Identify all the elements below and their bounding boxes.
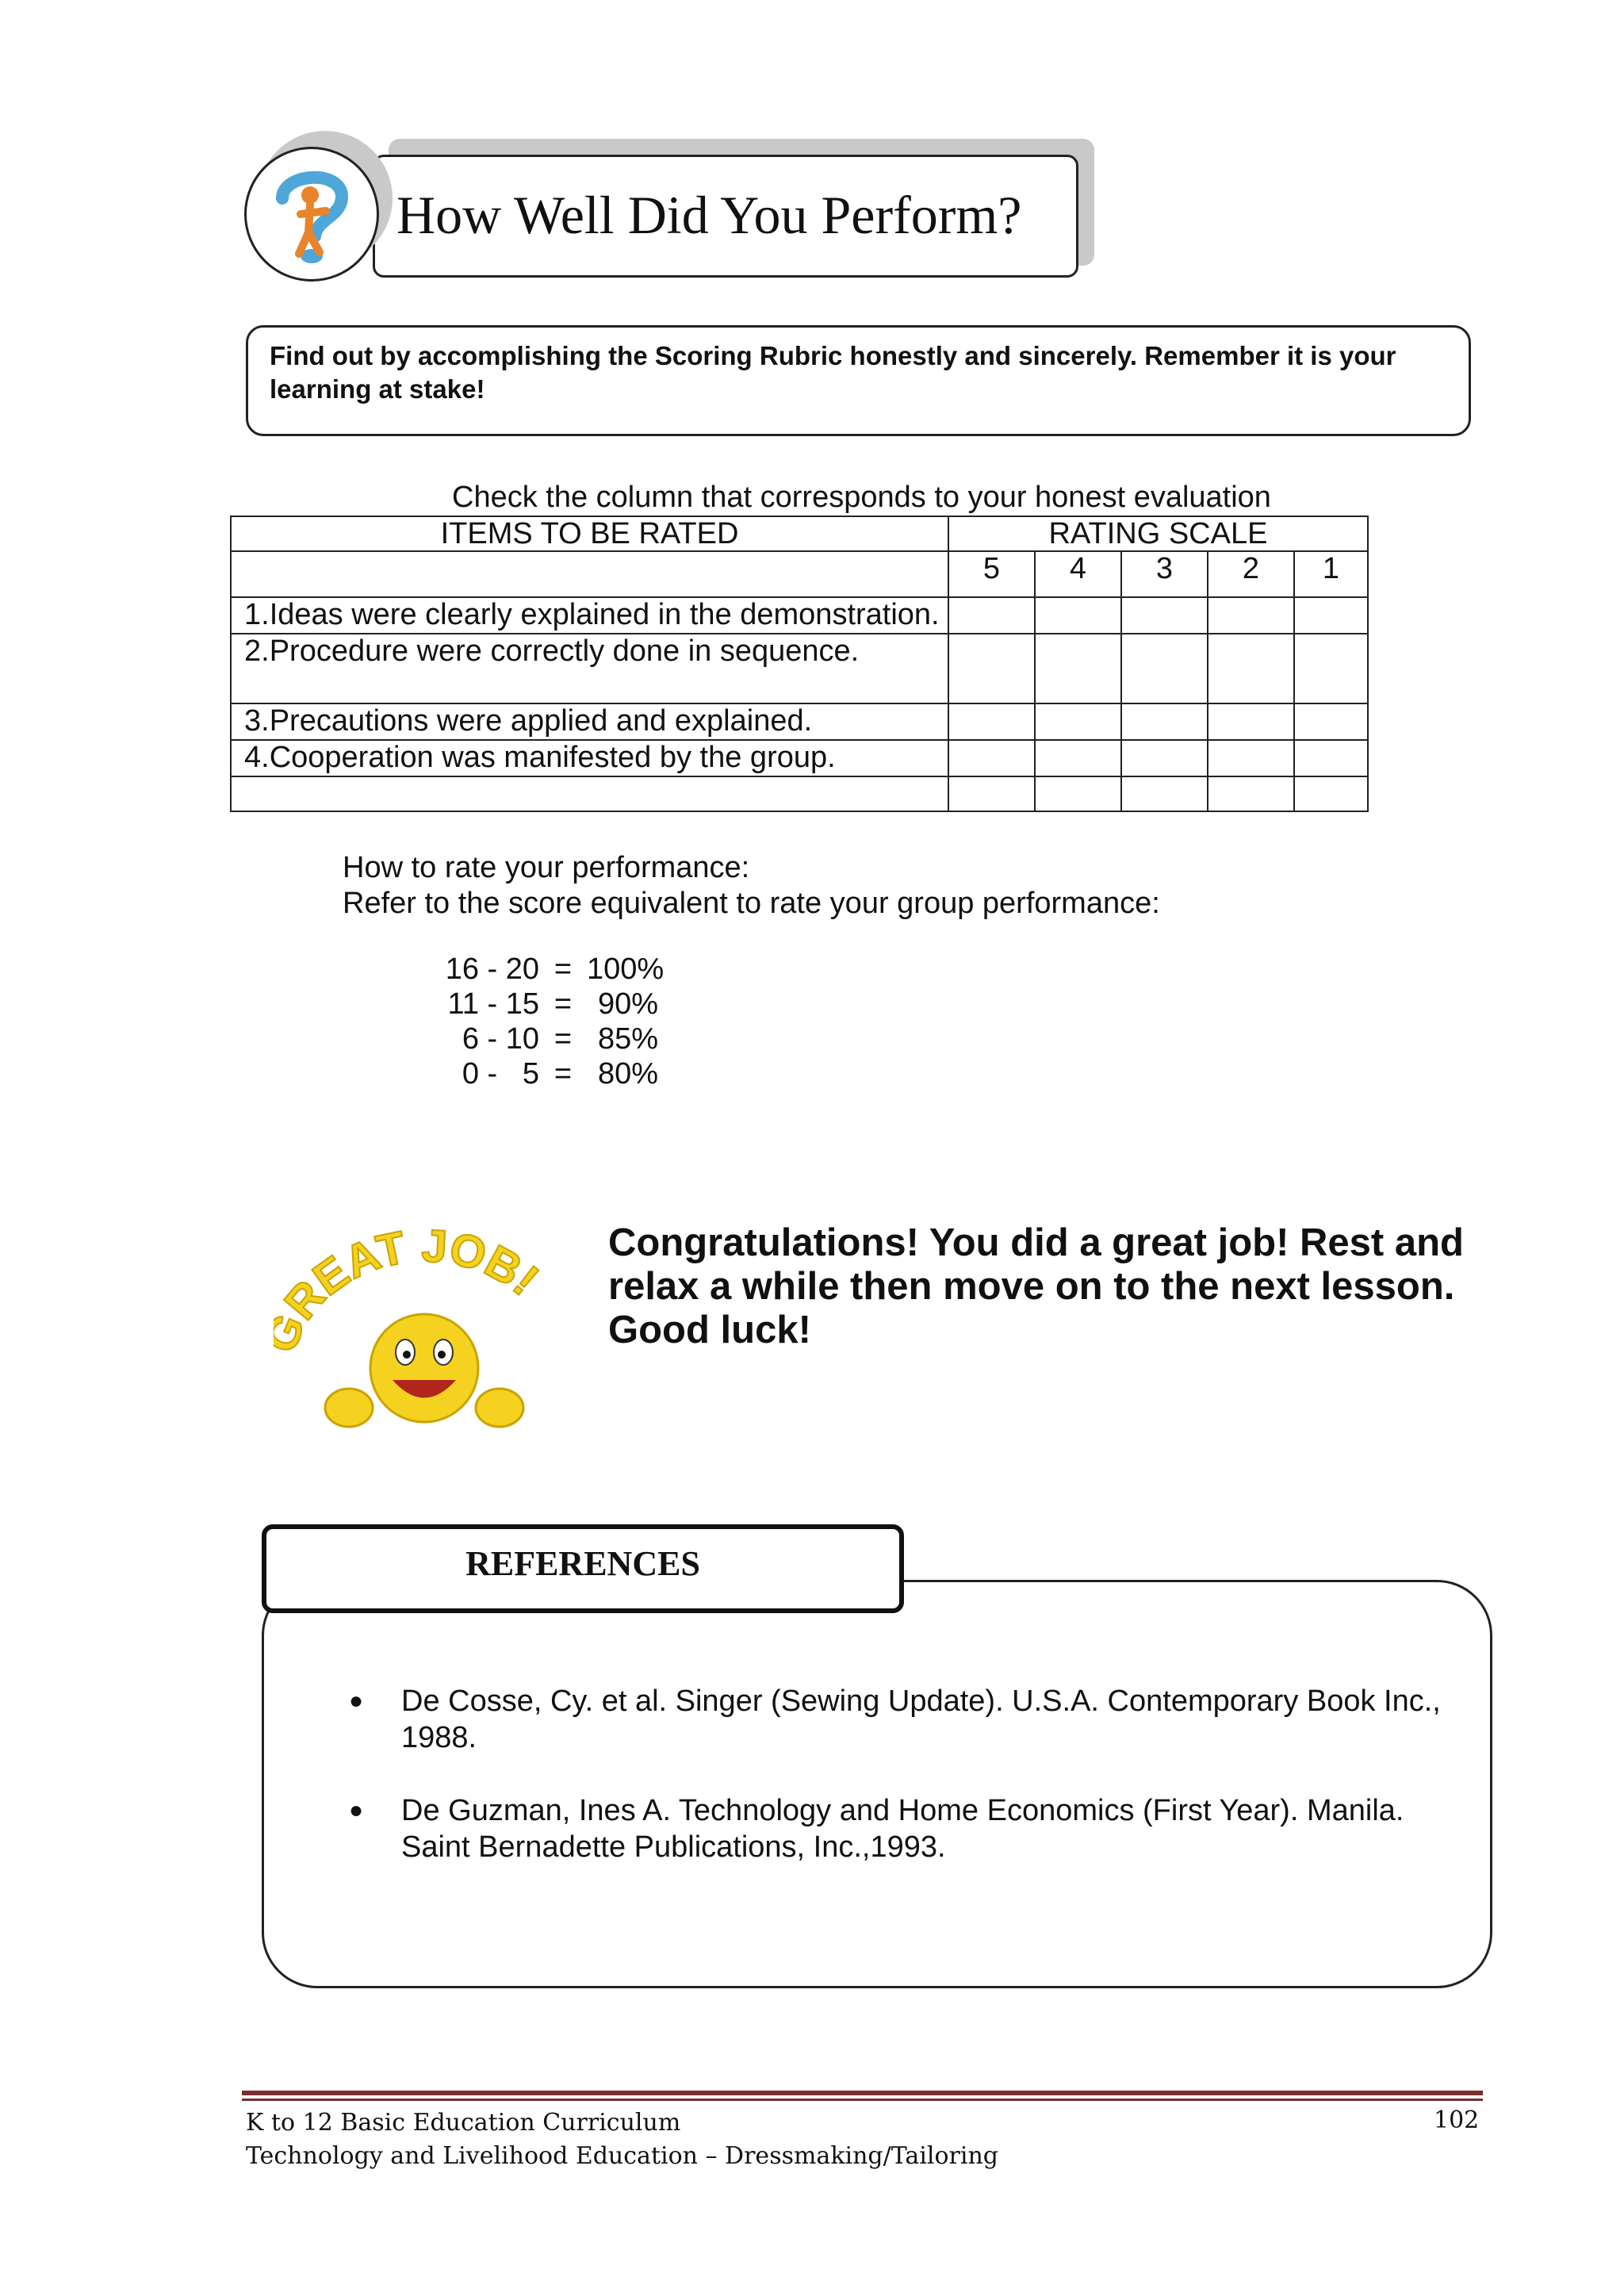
score-percent: 100% <box>587 953 665 986</box>
rating-cell[interactable] <box>1035 740 1121 776</box>
list-item <box>349 1792 1443 1865</box>
score-range: 11 - 15 <box>447 987 539 1021</box>
rating-cell[interactable] <box>1121 634 1208 703</box>
question-mark-person-icon <box>244 147 379 282</box>
rating-cell[interactable] <box>1121 776 1208 811</box>
rating-heading: How to rate your performance: <box>343 851 750 884</box>
footer-line-2: Technology and Livelihood Education – Dressmaking/Tailoring <box>246 2142 998 2170</box>
rating-cell[interactable] <box>1294 776 1368 811</box>
page-number: 102 <box>1434 2106 1480 2134</box>
rating-cell[interactable] <box>948 703 1035 740</box>
score-percent: 85% <box>597 1022 658 1056</box>
great-job-text: REAT JOB! <box>274 1221 549 1330</box>
rating-cell[interactable] <box>948 597 1035 634</box>
references-list <box>349 1683 1443 1902</box>
rating-cell[interactable] <box>1208 634 1294 703</box>
rating-cell[interactable] <box>1208 740 1294 776</box>
table-row <box>231 740 1368 776</box>
question-mark-person-icon-graphic <box>247 149 377 279</box>
rubric-header-row <box>231 516 1368 551</box>
item-4: 4.Cooperation was manifested by the group. <box>231 740 948 776</box>
page-title: How Well Did You Perform? <box>396 185 1022 245</box>
score-row <box>436 1022 658 1056</box>
scale-3: 3 <box>1121 551 1208 597</box>
score-percent: 90% <box>597 987 658 1021</box>
footer-rule-thin <box>242 2099 1483 2101</box>
score-row <box>436 952 665 987</box>
footer-rule <box>242 2091 1483 2095</box>
score-row <box>436 987 658 1022</box>
instruction-text: Find out by accomplishing the Scoring Rubric honestly and sincerely. Remember it is your learning at stake! <box>270 341 1396 404</box>
rating-cell[interactable] <box>1121 740 1208 776</box>
rating-cell[interactable] <box>1294 740 1368 776</box>
score-range: 16 - 20 <box>445 953 539 986</box>
footer-line-1: K to 12 Basic Education Curriculum <box>246 2109 681 2137</box>
item-3: 3.Precautions were applied and explained. <box>231 703 948 740</box>
score-row <box>436 1056 658 1091</box>
score-range: 0 - 5 <box>462 1057 539 1091</box>
table-row <box>231 703 1368 740</box>
rating-cell[interactable] <box>948 776 1035 811</box>
rubric-table <box>230 516 1369 812</box>
item-1: 1.Ideas were clearly explained in the demonstration. <box>231 597 948 634</box>
item-2: 2.Procedure were correctly done in sequence. <box>231 634 948 703</box>
score-equals: = <box>553 953 573 986</box>
great-job-smiley-icon <box>274 1221 575 1443</box>
reference-text: De Guzman, Ines A. Technology and Home Economics (First Year). Manila. Saint Bernadette Publications, Inc.,1993. <box>401 1794 1404 1864</box>
rubric-caption: Check the column that corresponds to your honest evaluation <box>452 481 1271 514</box>
table-row <box>231 597 1368 634</box>
score-equals: = <box>553 1057 573 1091</box>
score-equivalents <box>436 952 665 1091</box>
scale-header: RATING SCALE <box>948 516 1368 551</box>
scale-row <box>231 551 1368 597</box>
rating-cell[interactable] <box>1121 703 1208 740</box>
rating-cell[interactable] <box>1035 597 1121 634</box>
bullet-icon: ● <box>349 1688 364 1714</box>
footer-text <box>246 2106 998 2173</box>
congratulations-text: Congratulations! You did a great job! Rest and relax a while then move on to the next lesson. Good luck! <box>608 1221 1464 1351</box>
rating-subheading: Refer to the score equivalent to rate your group performance: <box>343 887 1160 920</box>
table-row <box>231 634 1368 703</box>
rating-cell[interactable] <box>1035 776 1121 811</box>
rating-cell[interactable] <box>948 740 1035 776</box>
rating-cell[interactable] <box>1294 703 1368 740</box>
rating-cell[interactable] <box>1294 634 1368 703</box>
rating-cell[interactable] <box>1035 703 1121 740</box>
rating-cell[interactable] <box>948 634 1035 703</box>
items-header: ITEMS TO BE RATED <box>231 516 948 551</box>
rating-cell[interactable] <box>1208 776 1294 811</box>
rating-cell[interactable] <box>1294 597 1368 634</box>
blank-cell <box>231 551 948 597</box>
rating-cell[interactable] <box>1208 597 1294 634</box>
scale-1: 1 <box>1294 551 1368 597</box>
blank-cell <box>231 776 948 811</box>
scale-5: 5 <box>948 551 1035 597</box>
rating-cell[interactable] <box>1121 597 1208 634</box>
score-range: 6 - 10 <box>462 1022 539 1056</box>
bullet-icon: ● <box>349 1797 364 1823</box>
reference-text: De Cosse, Cy. et al. Singer (Sewing Update). U.S.A. Contemporary Book Inc., 1988. <box>401 1685 1441 1754</box>
list-item <box>349 1683 1443 1756</box>
score-equals: = <box>553 1022 573 1056</box>
rating-cell[interactable] <box>1208 703 1294 740</box>
table-row <box>231 776 1368 811</box>
great-job-graphic <box>274 1221 575 1443</box>
score-percent: 80% <box>597 1057 658 1091</box>
score-equals: = <box>553 987 573 1021</box>
references-title: REFERENCES <box>465 1544 700 1583</box>
scale-2: 2 <box>1208 551 1294 597</box>
rating-instructions <box>343 850 1160 922</box>
rating-cell[interactable] <box>1035 634 1121 703</box>
scale-4: 4 <box>1035 551 1121 597</box>
